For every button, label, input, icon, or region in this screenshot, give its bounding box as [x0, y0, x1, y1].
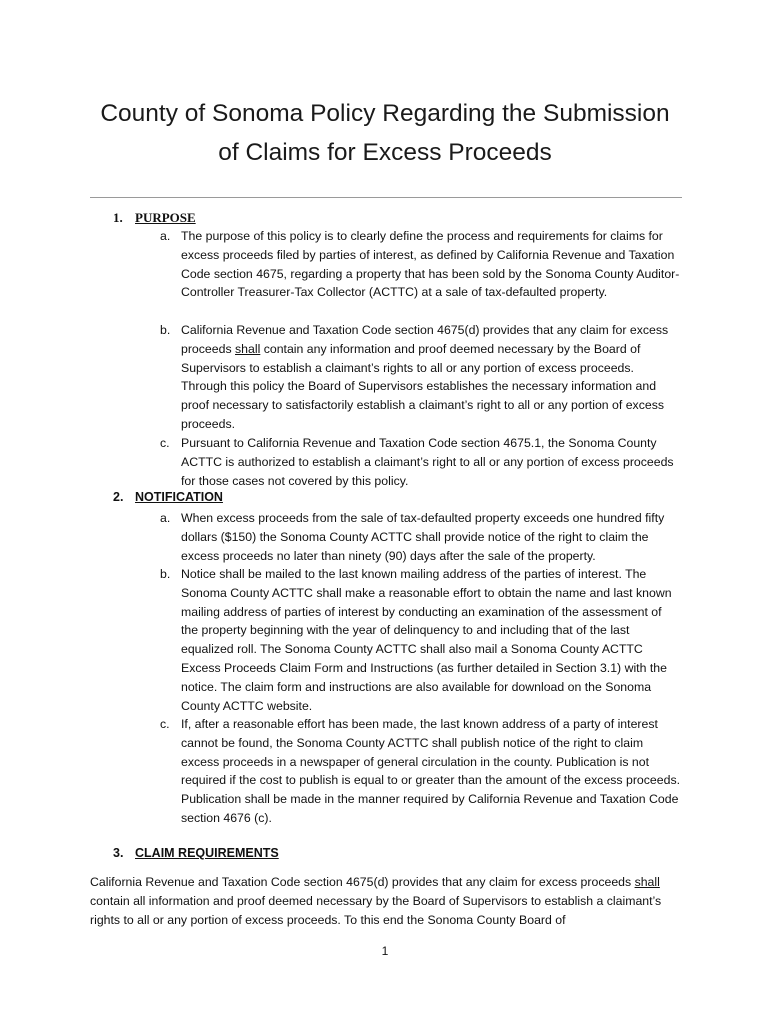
- section-label: CLAIM REQUIREMENTS: [135, 846, 279, 860]
- title-line-2: of Claims for Excess Proceeds: [218, 139, 552, 166]
- section-number: 2.: [113, 490, 124, 504]
- item-text: [181, 321, 682, 434]
- item-marker: b.: [160, 567, 171, 581]
- underlined-shall: shall: [634, 875, 660, 889]
- item-text: The purpose of this policy is to clearly define the process and requirements for claims for excess proceeds filed by parties of interest, as defined by California Revenue and Taxation Code section 4675, regarding a property that has been sold by the Sonoma County Auditor-Controller Treasurer-Tax Collector (ACTTC) at a sale of tax-defaulted property.: [181, 229, 680, 300]
- paragraph-text-after: contain all information and proof deemed necessary by the Board of Supervisors to establish a claimant’s rights to all or any portion of excess proceeds. To this end the Sonoma County Board of: [90, 893, 662, 927]
- section-number: 3.: [113, 846, 124, 860]
- page-title: [60, 94, 710, 172]
- item-text: When excess proceeds from the sale of tax-defaulted property exceeds one hundred fifty dollars ($150) the Sonoma County ACTTC shall provide notice of the right to claim the excess proceeds no later than ninety (90) days after the sale of the property.: [181, 511, 665, 563]
- section-label: PURPOSE: [135, 210, 196, 225]
- list-item: [160, 434, 682, 490]
- item-marker: a.: [160, 511, 171, 525]
- item-text-after: contain any information and proof deemed necessary by the Board of Supervisors to establish a claimant’s rights to all or any portion of excess proceeds. Through this policy the Board of Supervisors establishes the necessary information and proof necessary to satisfactorily establish a claimant’s right to all or any portion of excess proceeds.: [181, 341, 664, 431]
- list-item: [160, 227, 682, 302]
- list-item: [160, 509, 682, 565]
- title-line-1: County of Sonoma Policy Regarding the Submission: [100, 100, 670, 127]
- title-divider: [90, 197, 682, 198]
- page-number: 1: [381, 944, 389, 958]
- list-item: [160, 715, 682, 828]
- list-item: [160, 321, 682, 434]
- item-text: If, after a reasonable effort has been made, the last known address of a party of interest cannot be found, the Sonoma County ACTTC shall publish notice of the right to claim excess proceeds in a newspaper of general circulation in the county. Publication is not required if the cost to publish is equal to or greater than the amount of the excess proceeds. Publication shall be made in the manner required by California Revenue and Taxation Code section 4676 (c).: [181, 717, 681, 825]
- item-marker: b.: [160, 323, 171, 337]
- underlined-shall: shall: [235, 341, 261, 356]
- section-number: 1.: [113, 210, 123, 225]
- item-marker: c.: [160, 717, 170, 731]
- section-label: NOTIFICATION: [135, 490, 223, 504]
- item-marker: c.: [160, 436, 170, 450]
- item-text-before: California Revenue and Taxation Code section 4675(d) provides that any claim for excess proceeds: [181, 323, 669, 356]
- paragraph-text-before: California Revenue and Taxation Code section 4675(d) provides that any claim for excess proceeds: [90, 875, 635, 889]
- item-marker: a.: [160, 229, 171, 243]
- item-text: Pursuant to California Revenue and Taxation Code section 4675.1, the Sonoma County ACTTC is authorized to establish a claimant’s right to all or any portion of excess proceeds for those cases not covered by this policy.: [181, 436, 674, 488]
- claim-requirements-paragraph: [90, 873, 685, 929]
- item-text: Notice shall be mailed to the last known mailing address of the parties of interest. The Sonoma County ACTTC shall make a reasonable effort to obtain the name and last known mailing address of parties of interest by conducting an examination of the assessment of the property beginning with the year of delinquency to and including that of the last equalized roll. The Sonoma County ACTTC shall also mail a Sonoma County ACTTC Excess Proceeds Claim Form and Instructions (as further detailed in Section 3.1) with the notice. The claim form and instructions are also available for download on the Sonoma County ACTTC website.: [181, 567, 672, 713]
- list-item: [160, 565, 682, 715]
